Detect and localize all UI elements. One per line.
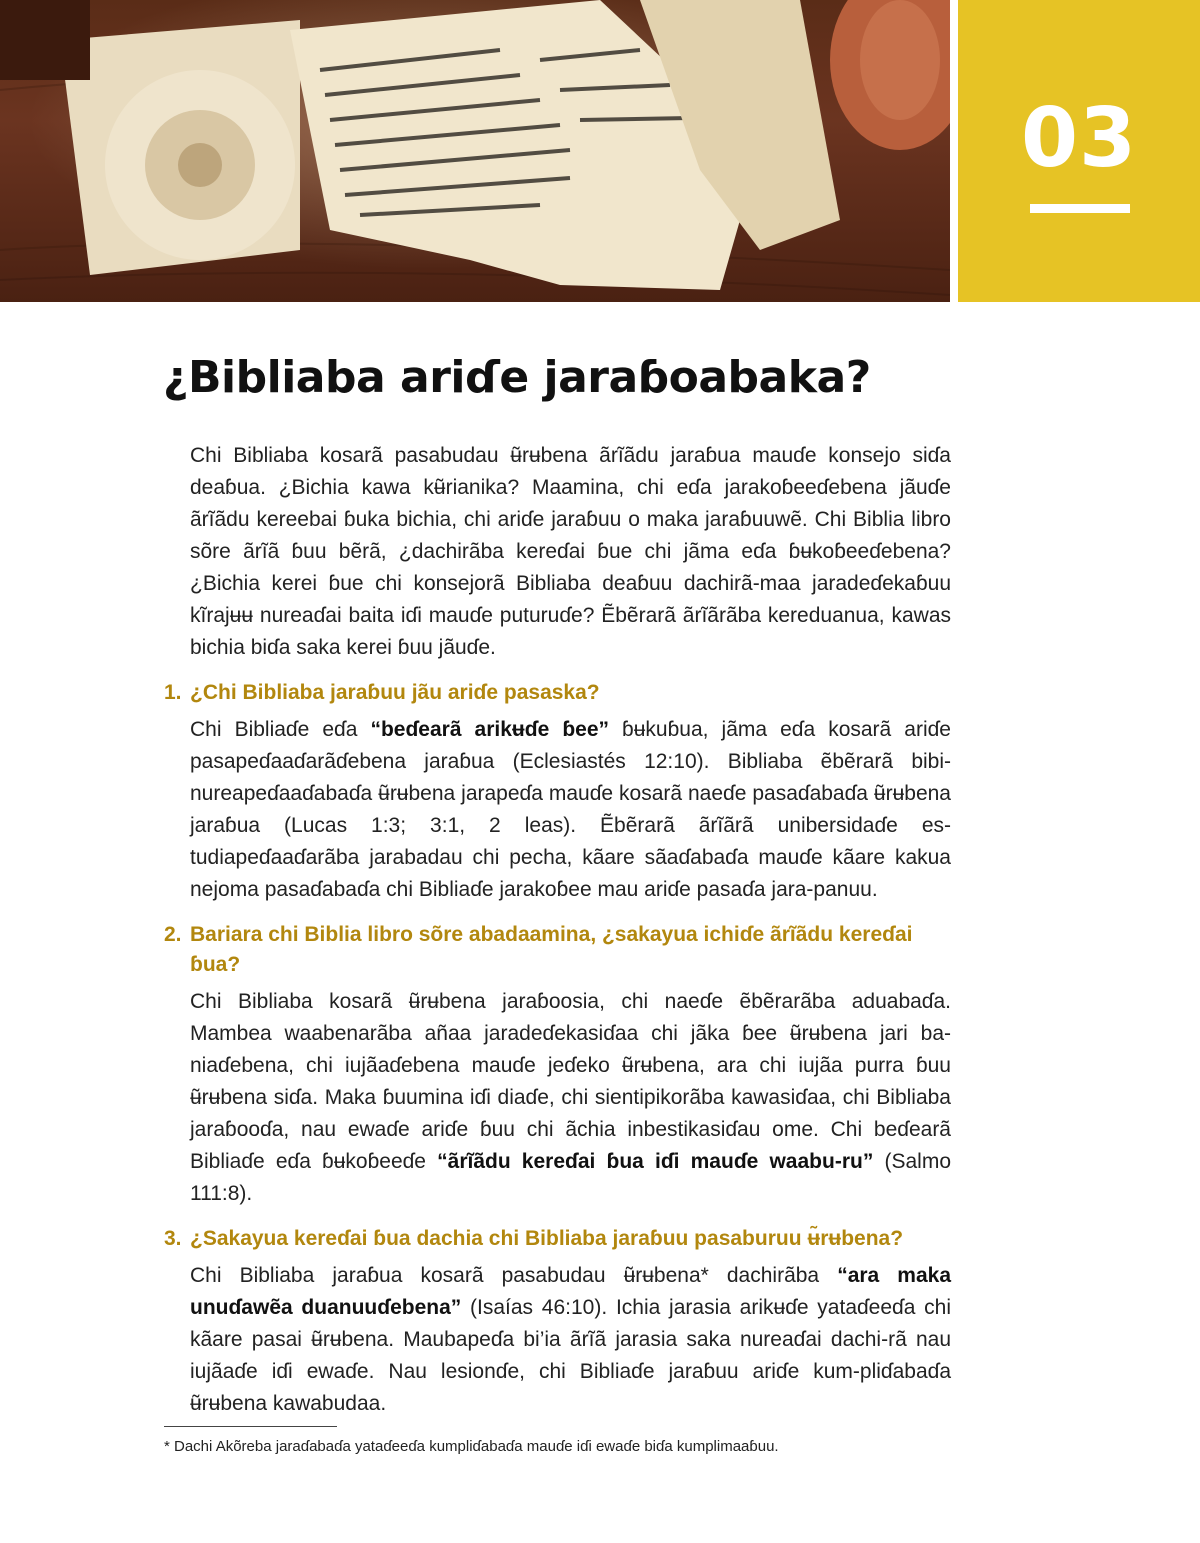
footnote: * Dachi Akõreba jaraɗabaɗa yataɗeeɗa kumpliɗabaɗa mauɗe iɗi ewaɗe biɗa kumplimaaɓuu.: [164, 1438, 779, 1455]
scroll-illustration: [0, 0, 950, 302]
header-photo-scrolls: [0, 0, 950, 302]
page-title: ¿Bibliaba ariɗe jaraɓoabaka?: [163, 352, 871, 403]
question-1: [164, 678, 951, 708]
lesson-number-badge: [958, 0, 1200, 302]
answer-paragraph-2: [190, 986, 951, 1210]
question-text: Bariara chi Biblia libro sõre abadaamina, ¿sakayua ichiɗe ãrĩãdu kereɗai ɓua?: [190, 923, 913, 976]
lesson-body: [164, 440, 951, 1434]
answer-text: Chi Bibliaba jaraɓua kosarã pasabudau ʉ̃rʉbena* dachirãba: [190, 1264, 838, 1287]
emphasis-quote: “beɗearã arikʉɗe ɓee”: [370, 718, 609, 741]
question-number: 1.: [164, 681, 182, 704]
answer-text: Chi Bibliaba kosarã ʉ̃rʉbena jaraɓoosia, chi naeɗe ẽbẽrarãba aduabaɗa. Mambea waabenarãba añaa jaradeɗekasiɗaa chi jãka ɓee ʉ̃rʉbena jari ba-niaɗebena, chi iujãaɗebena mauɗe jeɗeko ʉ̃rʉbena, ara chi iujãa purra ɓuu ʉ̃rʉbena siɗa. Maka ɓuumina iɗi diaɗe, chi sientipikorãba kawasiɗaa, chi Bibliaba jaraɓooɗa, nau ewaɗe ariɗe ɓuu chi ãchia inbestikasiɗau ome. Chi beɗearã Bibliaɗe eɗa ɓʉkoɓeeɗe: [190, 990, 951, 1173]
banner-divider: [950, 0, 958, 302]
answer-text: (Isaías 46:10). Ichia jarasia arikʉɗe yataɗeeɗa chi kãare pasai ʉ̃rʉbena. Maubapeɗa bi’ia ãrĩã jarasia saka nureaɗai dachi-rã nau iujãaɗe iɗi ewaɗe. Nau lesionɗe, chi Bibliaɗe jaraɓuu ariɗe kum-pliɗabaɗa ʉ̃rʉbena kawabudaa.: [190, 1296, 951, 1415]
question-text: ¿Sakayua kereɗai ɓua dachia chi Bibliaba jaraɓuu pasaburuu ʉ̃rʉbena?: [190, 1227, 904, 1250]
question-2: [164, 920, 951, 980]
emphasis-quote: “ara maka unuɗawẽa duanuuɗebena”: [190, 1264, 951, 1319]
lesson-number-underline: [1030, 204, 1130, 213]
question-number: 2.: [164, 923, 182, 946]
answer-text: ɓʉkuɓua, jãma eɗa kosarã ariɗe pasapeɗaaɗarãɗebena jaraɓua (Eclesiastés 12:10). Bibliaba ẽbẽrarã bibi-nureapeɗaaɗabaɗa ʉ̃rʉbena jarapeɗa mauɗe kosarã naeɗe pasaɗabaɗa ʉ̃rʉbena jaraɓua (Lucas 1:3; 3:1, 2 leas). Ẽbẽrarã ãrĩãrã unibersidaɗe es-tudiapeɗaaɗarãba jarabadau chi pecha, kãare sãaɗabaɗa mauɗe kãare kakua nejoma pasaɗabaɗa chi Bibliaɗe jarakoɓee mau ariɗe pasaɗa jara-panuu.: [190, 718, 951, 901]
lesson-number: 03: [1020, 91, 1138, 186]
answer-text: Chi Bibliaɗe eɗa: [190, 718, 371, 741]
answer-text: (Salmo 111:8).: [190, 1150, 951, 1205]
emphasis-quote: “ãrĩãdu kereɗai ɓua iɗi mauɗe waabu-ru”: [437, 1150, 874, 1173]
answer-paragraph-3: [190, 1260, 951, 1420]
answer-paragraph-1: [190, 714, 951, 906]
question-3: [164, 1224, 951, 1254]
footnote-divider: [164, 1426, 337, 1427]
question-number: 3.: [164, 1227, 182, 1250]
intro-paragraph: Chi Bibliaba kosarã pasabudau ʉ̃rʉbena ãrĩãdu jaraɓua mauɗe konsejo siɗa deaɓua. ¿Bichia kawa kʉ̃rianika? Maamina, chi eɗa jarakoɓeeɗebena jãuɗe ãrĩãdu kereebai ɓuka bichia, chi ariɗe jaraɓuu o maka jaraɓuuwẽ. Chi Biblia libro sõre ãrĩã ɓuu bẽrã, ¿dachirãba kereɗai ɓue chi jãma eɗa ɓʉkoɓeeɗebena? ¿Bichia kerei ɓue chi konsejorã Bibliaba deaɓuu dachirã-maa jaradeɗekaɓuu kĩrajʉʉ nureaɗai baita iɗi mauɗe puturuɗe? Ẽbẽrarã ãrĩãrãba kereduanua, kawas bichia biɗa saka kerei ɓuu jãuɗe.: [190, 444, 951, 659]
question-text: ¿Chi Bibliaba jaraɓuu jãu ariɗe pasaska?: [190, 681, 600, 704]
